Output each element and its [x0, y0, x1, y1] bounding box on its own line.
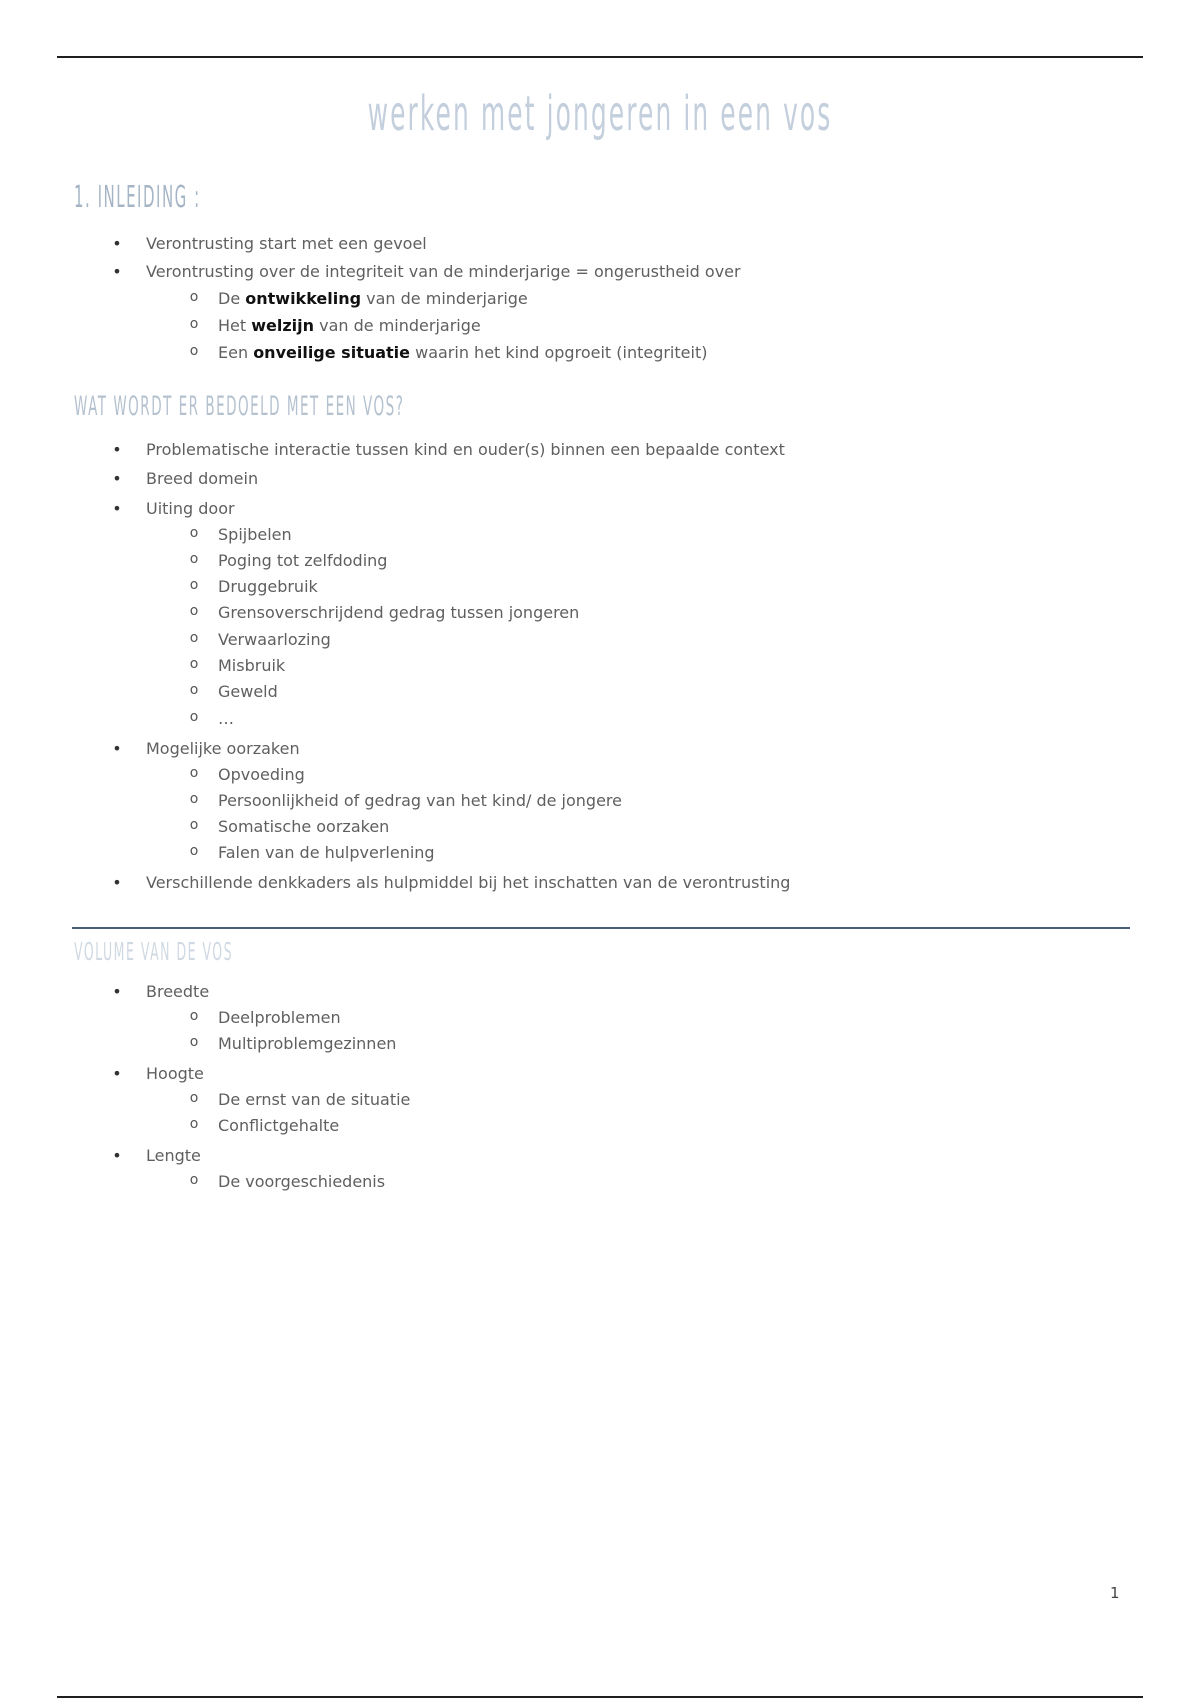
bullet-icon: • — [112, 873, 122, 892]
sub-list-item: o Multiproblemgezinnen — [218, 1034, 396, 1053]
bullet-icon: • — [112, 262, 122, 281]
circle-bullet-icon: o — [189, 1090, 199, 1106]
sub-list-item: o … — [218, 709, 234, 728]
list-item: • Breed domein — [146, 469, 258, 488]
circle-bullet-icon: o — [189, 765, 199, 781]
sub-list-item: o Druggebruik — [218, 577, 318, 596]
sub-list-item: o Opvoeding — [218, 765, 305, 784]
bullet-icon: • — [112, 1146, 122, 1165]
sub-list-item: o Poging tot zelfdoding — [218, 551, 387, 570]
sub-list-item: o De voorgeschiedenis — [218, 1172, 385, 1191]
sub-list-item: o Conflictgehalte — [218, 1116, 339, 1135]
sub-list-item: o Het welzijn van de minderjarige — [218, 316, 481, 335]
sub-list-item: o Persoonlijkheid of gedrag van het kind/ de jongere — [218, 791, 622, 810]
sub-list-item: o Geweld — [218, 682, 278, 701]
bullet-icon: • — [112, 469, 122, 488]
sub-list-item: o Misbruik — [218, 656, 285, 675]
bullet-icon: • — [112, 982, 122, 1001]
circle-bullet-icon: o — [189, 343, 199, 359]
list-item: • Uiting door — [146, 499, 235, 518]
sub-list-item: o Spijbelen — [218, 525, 292, 544]
top-rule — [57, 56, 1143, 58]
circle-bullet-icon: o — [189, 551, 199, 567]
sub-list-item: o Falen van de hulpverlening — [218, 843, 435, 862]
circle-bullet-icon: o — [189, 843, 199, 859]
circle-bullet-icon: o — [189, 1008, 199, 1024]
circle-bullet-icon: o — [189, 791, 199, 807]
bottom-rule — [57, 1696, 1143, 1698]
heading-inleiding: 1. INLEIDING : — [74, 180, 201, 215]
list-item: • Mogelijke oorzaken — [146, 739, 300, 758]
list-item: • Verontrusting start met een gevoel — [146, 234, 427, 253]
sub-list-item: o Somatische oorzaken — [218, 817, 389, 836]
sub-list-item: o Verwaarlozing — [218, 630, 331, 649]
circle-bullet-icon: o — [189, 316, 199, 332]
list-item: • Verschillende denkkaders als hulpmiddel bij het inschatten van de verontrusting — [146, 873, 790, 892]
circle-bullet-icon: o — [189, 577, 199, 593]
sub-list-item: o Een onveilige situatie waarin het kind opgroeit (integriteit) — [218, 343, 707, 362]
circle-bullet-icon: o — [189, 1116, 199, 1132]
bullet-icon: • — [112, 499, 122, 518]
bullet-icon: • — [112, 234, 122, 253]
circle-bullet-icon: o — [189, 817, 199, 833]
circle-bullet-icon: o — [189, 630, 199, 646]
list-item: • Hoogte — [146, 1064, 204, 1083]
circle-bullet-icon: o — [189, 656, 199, 672]
list-item: • Verontrusting over de integriteit van de minderjarige = ongerustheid over — [146, 262, 741, 281]
list-item: • Breedte — [146, 982, 209, 1001]
bullet-icon: • — [112, 440, 122, 459]
circle-bullet-icon: o — [189, 682, 199, 698]
circle-bullet-icon: o — [189, 709, 199, 725]
list-item: • Lengte — [146, 1146, 201, 1165]
list-item: • Problematische interactie tussen kind en ouder(s) binnen een bepaalde context — [146, 440, 785, 459]
sub-list-item: o Deelproblemen — [218, 1008, 341, 1027]
circle-bullet-icon: o — [189, 289, 199, 305]
sub-list-item: o Grensoverschrijdend gedrag tussen jongeren — [218, 603, 579, 622]
sub-list-item: o De ernst van de situatie — [218, 1090, 410, 1109]
page-number: 1 — [1110, 1584, 1120, 1602]
section-divider — [72, 927, 1130, 929]
sub-list-item: o De ontwikkeling van de minderjarige — [218, 289, 528, 308]
circle-bullet-icon: o — [189, 603, 199, 619]
bullet-icon: • — [112, 739, 122, 758]
circle-bullet-icon: o — [189, 525, 199, 541]
heading-volume: VOLUME VAN DE VOS — [74, 937, 234, 966]
heading-wat-wordt-bedoeld: WAT WORDT ER BEDOELD MET EEN VOS? — [74, 391, 405, 422]
circle-bullet-icon: o — [189, 1034, 199, 1050]
document-title: werken met jongeren in een vos — [367, 86, 833, 142]
circle-bullet-icon: o — [189, 1172, 199, 1188]
bullet-icon: • — [112, 1064, 122, 1083]
